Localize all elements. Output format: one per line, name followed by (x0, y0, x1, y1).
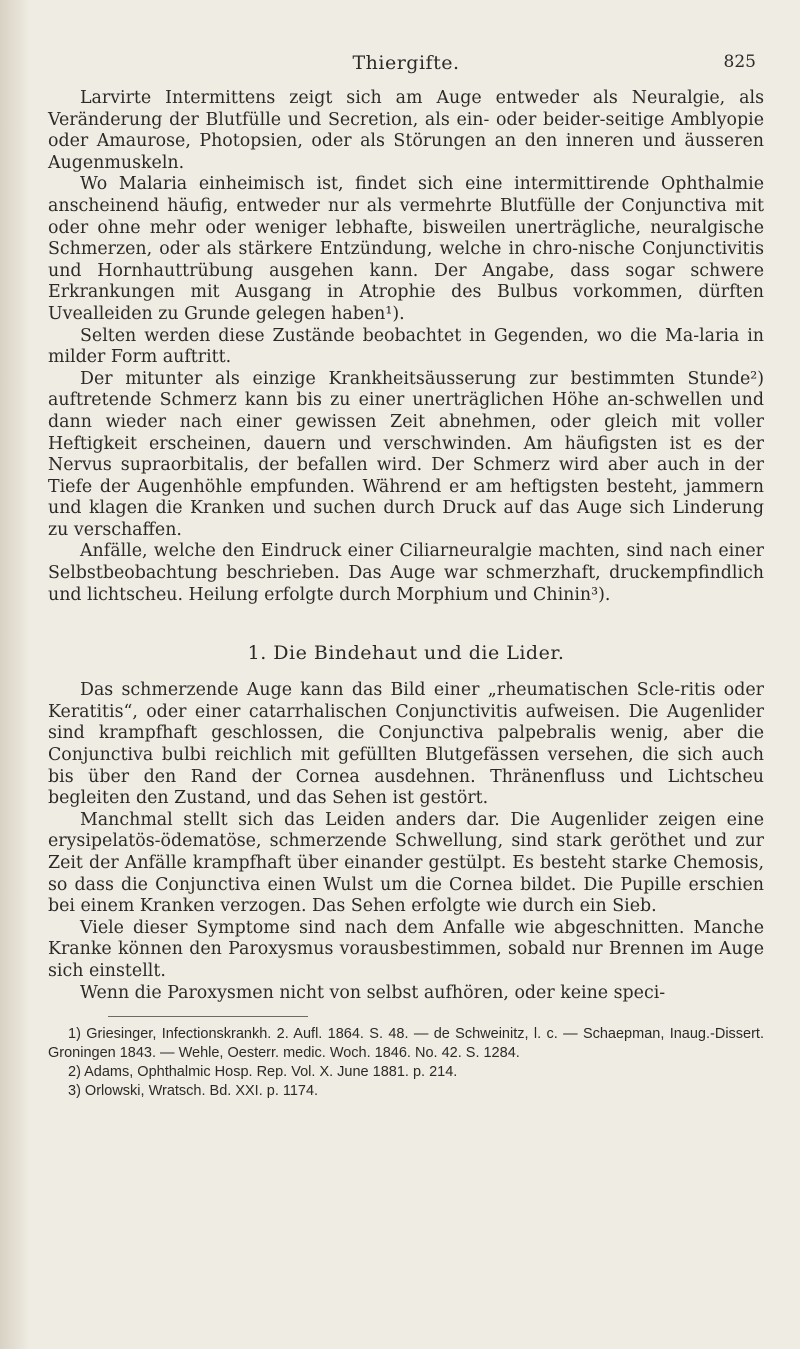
running-title: Thiergifte. (352, 52, 460, 74)
paragraph: Larvirte Intermittens zeigt sich am Auge entweder als Neuralgie, als Veränderung der Blutfülle und Secretion, als ein- oder beider-seitige Amblyopie oder Amaurose, Photopsien, oder als Störungen an den inneren und äusseren Augenmuskeln. (48, 88, 764, 173)
footnotes (48, 1025, 764, 1101)
book-page (48, 44, 764, 1101)
paragraph: Selten werden diese Zustände beobachtet in Gegenden, wo die Ma-laria in milder Form auftritt. (48, 325, 764, 368)
paragraph: Wenn die Paroxysmen nicht von selbst aufhören, oder keine speci- (80, 982, 666, 1003)
paragraph: Viele dieser Symptome sind nach dem Anfalle wie abgeschnitten. Manche Kranke können den Paroxysmus vorausbestimmen, sobald nur Brennen im Auge sich einstellt. (48, 917, 764, 981)
paragraph: Das schmerzende Auge kann das Bild einer „rheumatischen Scle-ritis oder Keratitis“, oder einer catarrhalischen Conjunctivitis aufweisen. Die Augenlider sind krampfhaft geschlossen, die Conjunctiva palpebralis wenig, aber die Conjunctiva bulbi reichlich mit gefüllten Blutgefässen versehen, die sich auch bis über den Rand der Cornea ausdehnen. Thränenfluss und Lichtscheu begleiten den Zustand, und das Sehen ist gestört. (48, 680, 764, 809)
section-heading: 1. Die Bindehaut und die Lider. (247, 642, 565, 665)
footnote: 2) Adams, Ophthalmic Hosp. Rep. Vol. X. June 1881. p. 214. (68, 1064, 458, 1081)
paragraph: Manchmal stellt sich das Leiden anders dar. Die Augenlider zeigen eine erysipelatös-ödematöse, schmerzende Schwellung, sind stark geröthet und zur Zeit der Anfälle krampfhaft über einander gestülpt. Es besteht starke Chemosis, so dass die Conjunctiva einen Wulst um die Cornea bildet. Die Pupille erschien bei einem Kranken verzogen. Das Sehen erfolgte wie durch ein Sieb. (48, 809, 764, 917)
running-head (48, 44, 764, 88)
body-text (48, 88, 764, 1004)
page-number: 825 (723, 52, 756, 72)
footnote-rule (108, 1016, 308, 1017)
footnote: 1) Griesinger, Infectionskrankh. 2. Aufl. 1864. S. 48. — de Schweinitz, l. c. — Schaepman, Inaug.-Dissert. Groningen 1843. — Wehle, Oesterr. medic. Woch. 1846. No. 42. S. 1284. (48, 1026, 764, 1062)
paragraph: Der mitunter als einzige Krankheitsäusserung zur bestimmten Stunde²) auftretende Schmerz kann bis zu einer unerträglichen Höhe an-schwellen und dann wieder nach einer gewissen Zeit abnehmen, oder gleich mit voller Heftigkeit erscheinen, dauern und verschwinden. Am häufigsten ist es der Nervus supraorbitalis, der befallen wird. Der Schmerz wird aber auch in der Tiefe der Augenhöhle empfunden. Während er am heftigsten besteht, jammern und klagen die Kranken und suchen durch Druck auf das Auge sich Linderung zu verschaffen. (48, 368, 764, 540)
paragraph: Anfälle, welche den Eindruck einer Ciliarneuralgie machten, sind nach einer Selbstbeobachtung beschrieben. Das Auge war schmerzhaft, druckempfindlich und lichtscheu. Heilung erfolgte durch Morphium und Chinin³). (48, 541, 764, 605)
page-gutter-shadow (0, 0, 30, 1349)
footnote: 3) Orlowski, Wratsch. Bd. XXI. p. 1174. (68, 1083, 319, 1100)
paragraph: Wo Malaria einheimisch ist, findet sich eine intermittirende Ophthalmie anscheinend häufig, entweder nur als vermehrte Blutfülle der Conjunctiva mit oder ohne mehr oder weniger lebhafte, bisweilen unerträgliche, neuralgische Schmerzen, oder als stärkere Entzündung, welche in chro-nische Conjunctivitis und Hornhauttrübung ausgehen kann. Der Angabe, dass sogar schwere Erkrankungen mit Ausgang in Atrophie des Bulbus vorkommen, dürften Uvealleiden zu Grunde gelegen haben¹). (48, 174, 764, 324)
